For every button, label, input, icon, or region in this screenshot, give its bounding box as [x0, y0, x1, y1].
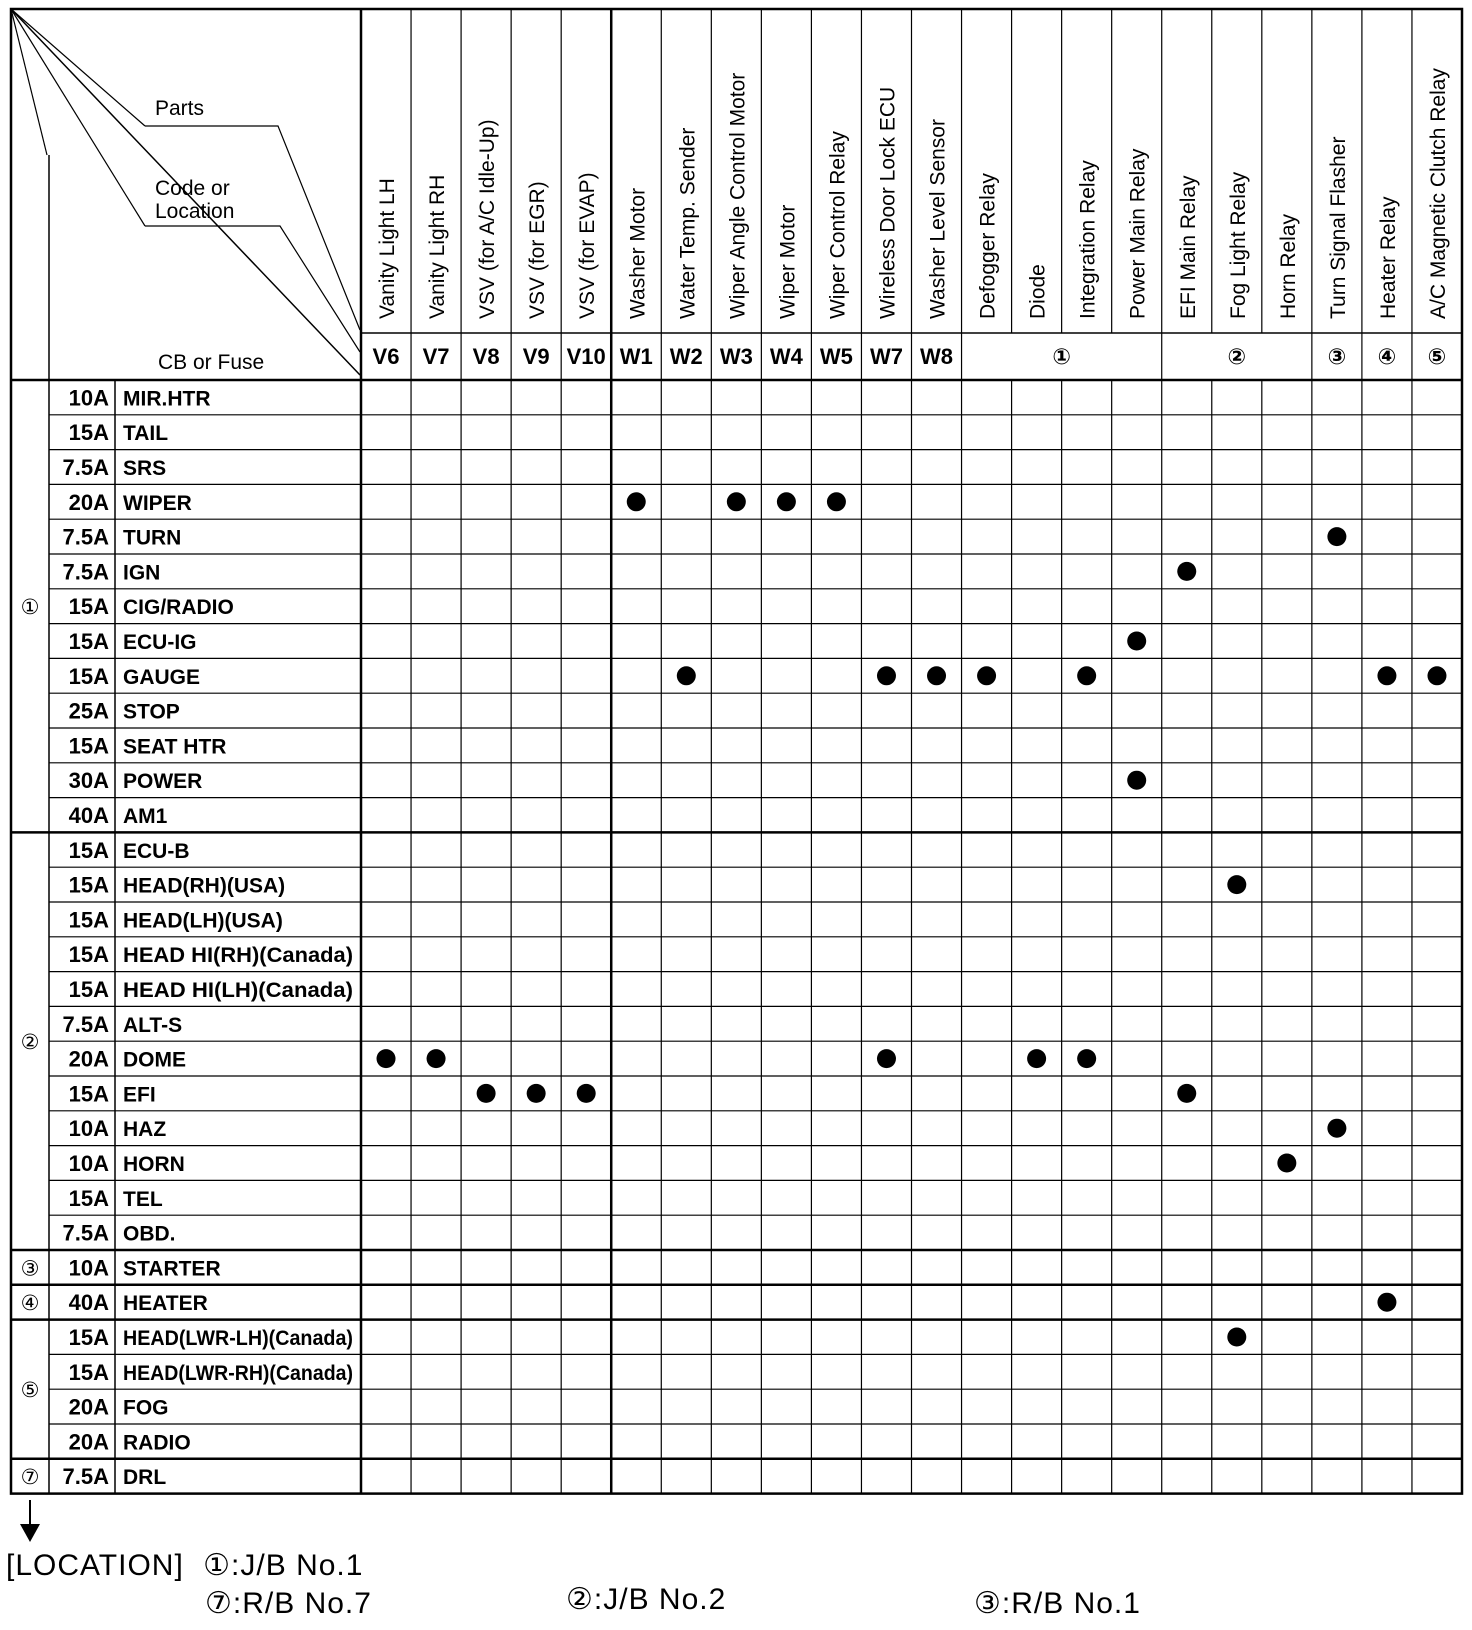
fuse-amperage: 20A	[68, 489, 109, 515]
part-name-label: Wiper Angle Control Motor	[726, 72, 750, 319]
location-rb1: ③:R/B No.1	[974, 1587, 1141, 1620]
fuse-name: HAZ	[123, 1118, 167, 1142]
fuse-name: HORN	[123, 1153, 185, 1176]
part-name-headers	[376, 68, 1450, 319]
fuse-name: TAIL	[123, 422, 169, 446]
connection-dot	[377, 1049, 396, 1068]
fuse-amperage: 7.5A	[62, 1220, 109, 1246]
connection-dot	[477, 1084, 496, 1103]
fuse-amperage: 15A	[68, 1359, 109, 1385]
fuse-amperage: 40A	[68, 1290, 109, 1316]
fuse-amperage: 15A	[68, 977, 109, 1002]
code-label: V9	[522, 344, 550, 369]
fuse-name: HEAD(LWR-RH)(Canada)	[123, 1361, 353, 1385]
fuse-name: ALT-S	[123, 1013, 183, 1037]
part-name-label: Diode	[1026, 264, 1050, 319]
part-name-label: A/C Magnetic Clutch Relay	[1426, 68, 1450, 319]
fuse-amperage: 7.5A	[62, 1011, 109, 1037]
connection-dot	[977, 666, 996, 685]
part-name-label: Washer Motor	[626, 187, 650, 319]
fuse-name: MIR.HTR	[123, 387, 211, 411]
code-label: W8	[920, 344, 954, 369]
fuse-amperage: 15A	[68, 1081, 109, 1107]
fuse-name: IGN	[123, 561, 161, 585]
fuse-name: SEAT HTR	[123, 735, 227, 759]
fuse-amperage: 15A	[68, 629, 109, 654]
code-label: V8	[472, 344, 500, 369]
code-label: W1	[619, 344, 653, 369]
group-label: ⑦	[20, 1466, 40, 1490]
parts-label: Parts	[155, 97, 205, 120]
connection-dot	[1227, 875, 1246, 894]
fuse-name: TEL	[123, 1187, 163, 1211]
fuse-amperage: 10A	[68, 1255, 109, 1281]
code-label: ③	[1327, 344, 1347, 369]
code-label: W2	[669, 344, 703, 369]
location-jb2: ②:J/B No.2	[566, 1583, 727, 1616]
fuse-name: AM1	[123, 805, 168, 828]
fuse-name: DRL	[123, 1466, 167, 1490]
part-name-label: Defogger Relay	[976, 173, 1000, 319]
part-name-label: Water Temp. Sender	[676, 127, 700, 319]
connection-dot	[777, 492, 796, 511]
fuse-name: STARTER	[123, 1257, 221, 1281]
fuse-amperage: 25A	[68, 698, 109, 724]
fuse-amperage: 15A	[68, 663, 109, 689]
fuse-amperage: 7.5A	[62, 455, 109, 480]
part-name-label: EFI Main Relay	[1176, 175, 1200, 319]
fuse-name: STOP	[123, 700, 180, 724]
part-name-label: VSV (for EGR)	[526, 181, 550, 319]
part-name-label: Wireless Door Lock ECU	[876, 86, 900, 319]
fuse-name: WIPER	[123, 491, 192, 515]
fuse-name: OBD.	[123, 1222, 176, 1246]
fuse-amperage: 7.5A	[62, 1464, 109, 1490]
fuse-name: HEAD(RH)(USA)	[123, 874, 286, 898]
fuse-amperage: 20A	[68, 1046, 109, 1072]
cb-fuse-label: CB or Fuse	[158, 351, 265, 374]
connection-dot	[677, 666, 696, 685]
fuse-name: ECU-B	[123, 839, 190, 863]
part-name-label: VSV (for A/C Idle-Up)	[476, 119, 500, 319]
fuse-amperage: 20A	[68, 1394, 109, 1420]
fuse-amperage: 7.5A	[62, 524, 109, 550]
fuse-name: RADIO	[123, 1431, 191, 1455]
part-name-label: Washer Level Sensor	[926, 119, 950, 319]
connection-dot	[1277, 1154, 1296, 1173]
connection-dot	[1177, 1084, 1196, 1103]
fuse-amperage: 15A	[68, 1185, 109, 1211]
fuse-amperage: 15A	[68, 907, 109, 933]
fuse-name: HEATER	[123, 1292, 208, 1316]
location-rb7: ⑦:R/B No.7	[205, 1587, 372, 1620]
fuse-amperage: 15A	[68, 872, 109, 898]
fuse-name: POWER	[123, 770, 203, 794]
code-label: V6	[372, 344, 400, 369]
part-name-label: Horn Relay	[1276, 213, 1300, 319]
connection-dot	[1127, 771, 1146, 790]
connection-dot	[577, 1084, 596, 1103]
group-label: ①	[20, 596, 40, 620]
fuse-amperage: 40A	[68, 803, 109, 828]
group-label: ②	[20, 1031, 40, 1055]
connection-dot	[1377, 666, 1396, 685]
connection-dot	[1077, 666, 1096, 685]
code-label: W7	[869, 344, 903, 369]
connection-dot	[1227, 1328, 1246, 1347]
fuse-name: ECU-IG	[123, 631, 197, 654]
code-label: V10	[566, 344, 606, 369]
fuse-name: DOME	[123, 1048, 186, 1072]
part-name-label: Vanity Light LH	[376, 178, 400, 319]
fuse-name: GAUGE	[123, 665, 201, 689]
code-labels	[373, 344, 1447, 369]
connection-dot	[527, 1084, 546, 1103]
part-name-label: Fog Light Relay	[1226, 171, 1250, 319]
fuse-amperage: 15A	[68, 1325, 109, 1350]
connection-dot	[727, 492, 746, 511]
fuse-amperage: 30A	[68, 768, 109, 794]
header-corner	[11, 9, 360, 375]
location-legend	[6, 1548, 1466, 1628]
code-label: V7	[422, 344, 450, 369]
connection-dot	[1427, 666, 1446, 685]
code-label-line2: Location	[155, 200, 235, 223]
fuse-amperage: 20A	[68, 1429, 109, 1455]
group-label: ③	[20, 1257, 40, 1281]
location-jb1: ①:J/B No.1	[203, 1549, 364, 1582]
connection-dot	[827, 492, 846, 511]
connection-dot	[927, 666, 946, 685]
part-name-label: Turn Signal Flasher	[1326, 136, 1350, 319]
connection-dot	[1327, 1119, 1346, 1138]
part-name-label: Wiper Motor	[776, 204, 800, 319]
fuse-name: HEAD HI(RH)(Canada)	[123, 944, 353, 968]
fuse-amperage: 15A	[68, 837, 109, 863]
fuse-name: EFI	[123, 1083, 156, 1107]
fuse-name: SRS	[123, 457, 167, 480]
connection-dot	[427, 1049, 446, 1068]
fuse-amperage: 15A	[68, 733, 109, 759]
connection-dot	[627, 492, 646, 511]
code-label-line1: Code or	[155, 177, 230, 200]
connection-dot	[1027, 1049, 1046, 1068]
fuse-name: HEAD(LH)(USA)	[123, 909, 283, 933]
code-label: W5	[819, 344, 853, 369]
fuse-name: CIG/RADIO	[123, 596, 234, 620]
code-label: ②	[1227, 344, 1247, 369]
fuse-amperage: 15A	[68, 942, 109, 968]
location-group-labels	[21, 596, 40, 1489]
code-label: W4	[769, 344, 803, 369]
connection-dot	[877, 666, 896, 685]
connection-dot	[1377, 1293, 1396, 1312]
fuse-name: HEAD(LWR-LH)(Canada)	[123, 1327, 353, 1350]
fuse-amperage: 10A	[68, 385, 109, 411]
fuse-name: HEAD HI(LH)(Canada)	[123, 979, 353, 1002]
group-label: ⑤	[20, 1379, 40, 1403]
part-name-label: VSV (for EVAP)	[576, 172, 600, 319]
connection-dot	[1177, 562, 1196, 581]
code-label: ⑤	[1427, 344, 1447, 369]
part-name-label: Wiper Control Relay	[826, 131, 850, 319]
fuse-amperage: 10A	[68, 1151, 109, 1176]
down-arrow-icon	[20, 1500, 40, 1542]
group-label: ④	[20, 1292, 40, 1316]
code-label: ①	[1052, 344, 1071, 369]
part-name-label: Integration Relay	[1076, 160, 1100, 319]
fuse-amperage: 15A	[68, 420, 109, 446]
fuse-amperage: 15A	[68, 594, 109, 620]
part-name-label: Heater Relay	[1376, 196, 1400, 319]
part-name-label: Power Main Relay	[1126, 148, 1150, 319]
part-name-label: Vanity Light RH	[426, 174, 450, 319]
code-label: ④	[1377, 344, 1397, 369]
fuse-amperage: 7.5A	[62, 559, 109, 585]
connection-dot	[1327, 527, 1346, 546]
connection-dot	[1077, 1049, 1096, 1068]
fuse-amperage: 10A	[68, 1116, 109, 1142]
connection-dot	[877, 1049, 896, 1068]
code-label: W3	[719, 344, 753, 369]
location-title: [LOCATION]	[6, 1549, 184, 1582]
fuse-name: FOG	[123, 1396, 169, 1420]
fuse-name: TURN	[123, 526, 182, 550]
connection-dot	[1127, 632, 1146, 651]
